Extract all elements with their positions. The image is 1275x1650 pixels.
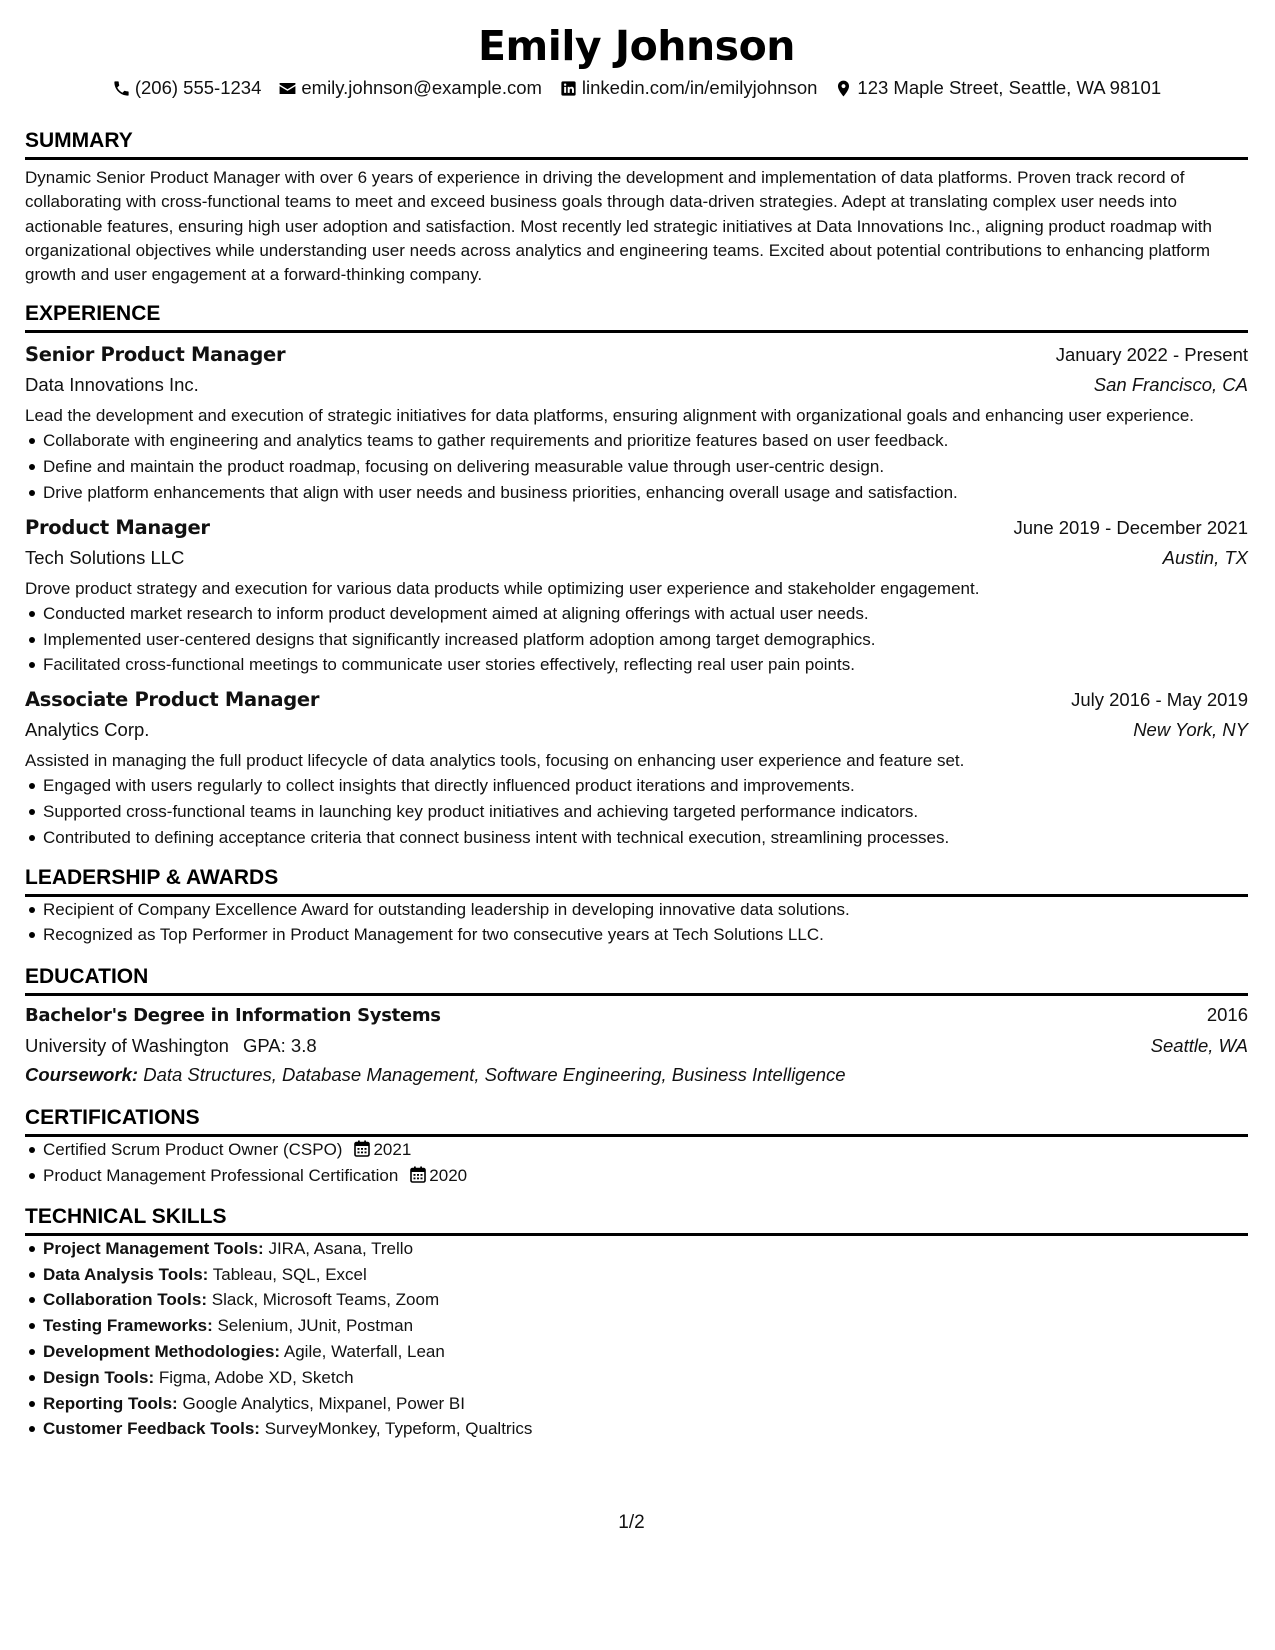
envelope-icon <box>278 79 297 98</box>
email-text: emily.johnson@example.com <box>301 77 542 98</box>
list-item: Contributed to defining acceptance criteria that connect business intent with technical execution, streamlining processes. <box>43 825 1248 851</box>
skill-values: Selenium, JUnit, Postman <box>217 1316 414 1336</box>
contact-phone[interactable] <box>112 75 262 101</box>
section-title: CERTIFICATIONS <box>25 1105 1248 1137</box>
skill-values: Agile, Waterfall, Lean <box>283 1342 445 1362</box>
job-entry <box>25 684 1248 850</box>
job-dates: January 2022 - Present <box>1055 344 1248 366</box>
skill-category: Collaboration Tools: <box>43 1290 208 1310</box>
list-item: Implemented user-centered designs that significantly increased platform adoption among target demographics. <box>43 627 1248 653</box>
job-description: Assisted in managing the full product lifecycle of data analytics tools, focusing on enhancing user experience and feature set. <box>25 751 965 771</box>
section-title: EDUCATION <box>25 964 1248 996</box>
gpa: GPA: 3.8 <box>242 1035 317 1057</box>
skill-values: Google Analytics, Mixpanel, Power BI <box>182 1393 465 1413</box>
page-indicator: 1/2 <box>618 1512 645 1533</box>
skill-category: Design Tools: <box>43 1367 155 1387</box>
list-item: Recognized as Top Performer in Product Management for two consecutive years at Tech Solutions LLC. <box>43 922 1248 948</box>
skill-values: Figma, Adobe XD, Sketch <box>158 1367 354 1387</box>
graduation-year: 2016 <box>1206 1004 1248 1026</box>
address-text: 123 Maple Street, Seattle, WA 98101 <box>857 77 1162 98</box>
coursework-list: Data Structures, Database Management, Software Engineering, Business Intelligence <box>143 1064 846 1086</box>
list-item: Drive platform enhancements that align with user needs and business priorities, enhancing overall usage and satisfaction. <box>43 480 1248 506</box>
education-section <box>25 964 1248 1090</box>
job-bullets <box>25 428 1248 505</box>
experience-section <box>25 301 1248 850</box>
job-title: Associate Product Manager <box>25 688 320 712</box>
list-item: Conducted market research to inform product development aimed at aligning offerings with actual user needs. <box>43 601 1248 627</box>
job-location: New York, NY <box>1133 719 1248 741</box>
skill-values: Tableau, SQL, Excel <box>212 1264 367 1284</box>
map-pin-icon <box>834 79 853 98</box>
skill-category: Customer Feedback Tools: <box>43 1419 260 1439</box>
list-item: Recipient of Company Excellence Award for outstanding leadership in developing innovative data solutions. <box>43 897 1248 923</box>
job-bullets <box>25 601 1248 678</box>
degree: Bachelor's Degree in Information Systems <box>25 1005 441 1027</box>
summary-text: Dynamic Senior Product Manager with over 6 years of experience in driving the development and implementation of data platforms. Proven track record of collaborating with cross-functional teams to meet and exceed business goals through data-driven strategies. Adept at translating complex user needs into actionable features, ensuring high user adoption and satisfaction. Most recently led strategic initiatives at Data Innovations Inc., aligning product roadmap with organizational objectives while understanding user needs across analytics and engineering teams. Excited about potential contributions to enhancing platform growth and user engagement at a forward-thinking company. <box>25 168 1212 285</box>
skill-values: JIRA, Asana, Trello <box>268 1238 414 1258</box>
summary-section <box>25 128 1248 287</box>
skills-section <box>25 1204 1248 1442</box>
list-item <box>43 1262 1248 1288</box>
contact-email[interactable] <box>278 75 542 101</box>
list-item: Collaborate with engineering and analytics teams to gather requirements and prioritize features based on user feedback. <box>43 428 1248 454</box>
coursework-label: Coursework: <box>25 1064 139 1086</box>
contact-address[interactable] <box>834 75 1161 101</box>
section-title: TECHNICAL SKILLS <box>25 1204 1248 1236</box>
contact-bar <box>25 75 1248 101</box>
school-location: Seattle, WA <box>1150 1035 1248 1057</box>
job-dates: June 2019 - December 2021 <box>1013 516 1248 538</box>
certification-list <box>25 1137 1248 1189</box>
certification-name: Certified Scrum Product Owner (CSPO) <box>43 1140 343 1160</box>
job-title: Product Manager <box>25 515 210 539</box>
skills-list <box>25 1236 1248 1442</box>
certifications-section <box>25 1105 1248 1189</box>
phone-icon <box>112 79 131 98</box>
school-name: University of Washington <box>25 1035 229 1057</box>
list-item: Define and maintain the product roadmap, focusing on delivering measurable value through user-centric design. <box>43 454 1248 480</box>
skill-values: SurveyMonkey, Typeform, Qualtrics <box>264 1419 533 1439</box>
phone-text: (206) 555-1234 <box>134 77 262 98</box>
coursework <box>25 1060 1248 1090</box>
section-title: SUMMARY <box>25 128 1248 160</box>
list-item: Facilitated cross-functional meetings to communicate user stories effectively, reflecting real user pain points. <box>43 652 1248 678</box>
job-company: Tech Solutions LLC <box>25 546 185 568</box>
leadership-section <box>25 865 1248 949</box>
list-item <box>43 1236 1248 1262</box>
contact-linkedin[interactable] <box>559 75 817 101</box>
job-entry <box>25 339 1248 505</box>
candidate-name: Emily Johnson <box>478 22 795 70</box>
list-item: Supported cross-functional teams in launching key product initiatives and achieving targeted performance indicators. <box>43 799 1248 825</box>
resume-page <box>25 20 1248 1533</box>
job-description: Lead the development and execution of strategic initiatives for data platforms, ensuring alignment with organizational goals and enhancing user experience. <box>25 406 1194 426</box>
list-item <box>43 1416 1248 1442</box>
section-title: EXPERIENCE <box>25 301 1248 333</box>
list-item <box>43 1391 1248 1417</box>
skill-category: Reporting Tools: <box>43 1393 178 1413</box>
job-bullets <box>25 773 1248 850</box>
skill-category: Data Analysis Tools: <box>43 1264 209 1284</box>
job-company: Analytics Corp. <box>25 719 150 741</box>
job-dates: July 2016 - May 2019 <box>1071 689 1248 711</box>
job-entry <box>25 512 1248 678</box>
school-info <box>25 1031 317 1060</box>
certification-year: 2021 <box>373 1140 412 1160</box>
list-item <box>43 1287 1248 1313</box>
leadership-list <box>25 897 1248 949</box>
job-title: Senior Product Manager <box>25 343 286 367</box>
certification-year: 2020 <box>429 1166 468 1186</box>
list-item <box>43 1137 1248 1163</box>
list-item <box>43 1365 1248 1391</box>
linkedin-text: linkedin.com/in/emilyjohnson <box>581 77 818 98</box>
calendar-icon <box>410 1166 426 1183</box>
list-item <box>43 1163 1248 1189</box>
list-item <box>43 1313 1248 1339</box>
skill-category: Development Methodologies: <box>43 1342 281 1362</box>
list-item: Engaged with users regularly to collect insights that directly influenced product iterations and improvements. <box>43 773 1248 799</box>
skill-values: Slack, Microsoft Teams, Zoom <box>211 1290 440 1310</box>
job-location: Austin, TX <box>1162 546 1248 568</box>
job-company: Data Innovations Inc. <box>25 374 199 396</box>
certification-name: Product Management Professional Certification <box>43 1166 399 1186</box>
section-title: LEADERSHIP & AWARDS <box>25 865 1248 897</box>
skill-category: Project Management Tools: <box>43 1238 264 1258</box>
calendar-icon <box>354 1140 370 1157</box>
job-location: San Francisco, CA <box>1093 374 1248 396</box>
skill-category: Testing Frameworks: <box>43 1316 213 1336</box>
list-item <box>43 1339 1248 1365</box>
linkedin-icon <box>559 79 578 98</box>
job-description: Drove product strategy and execution for various data products while optimizing user experience and stakeholder engagement. <box>25 578 980 598</box>
